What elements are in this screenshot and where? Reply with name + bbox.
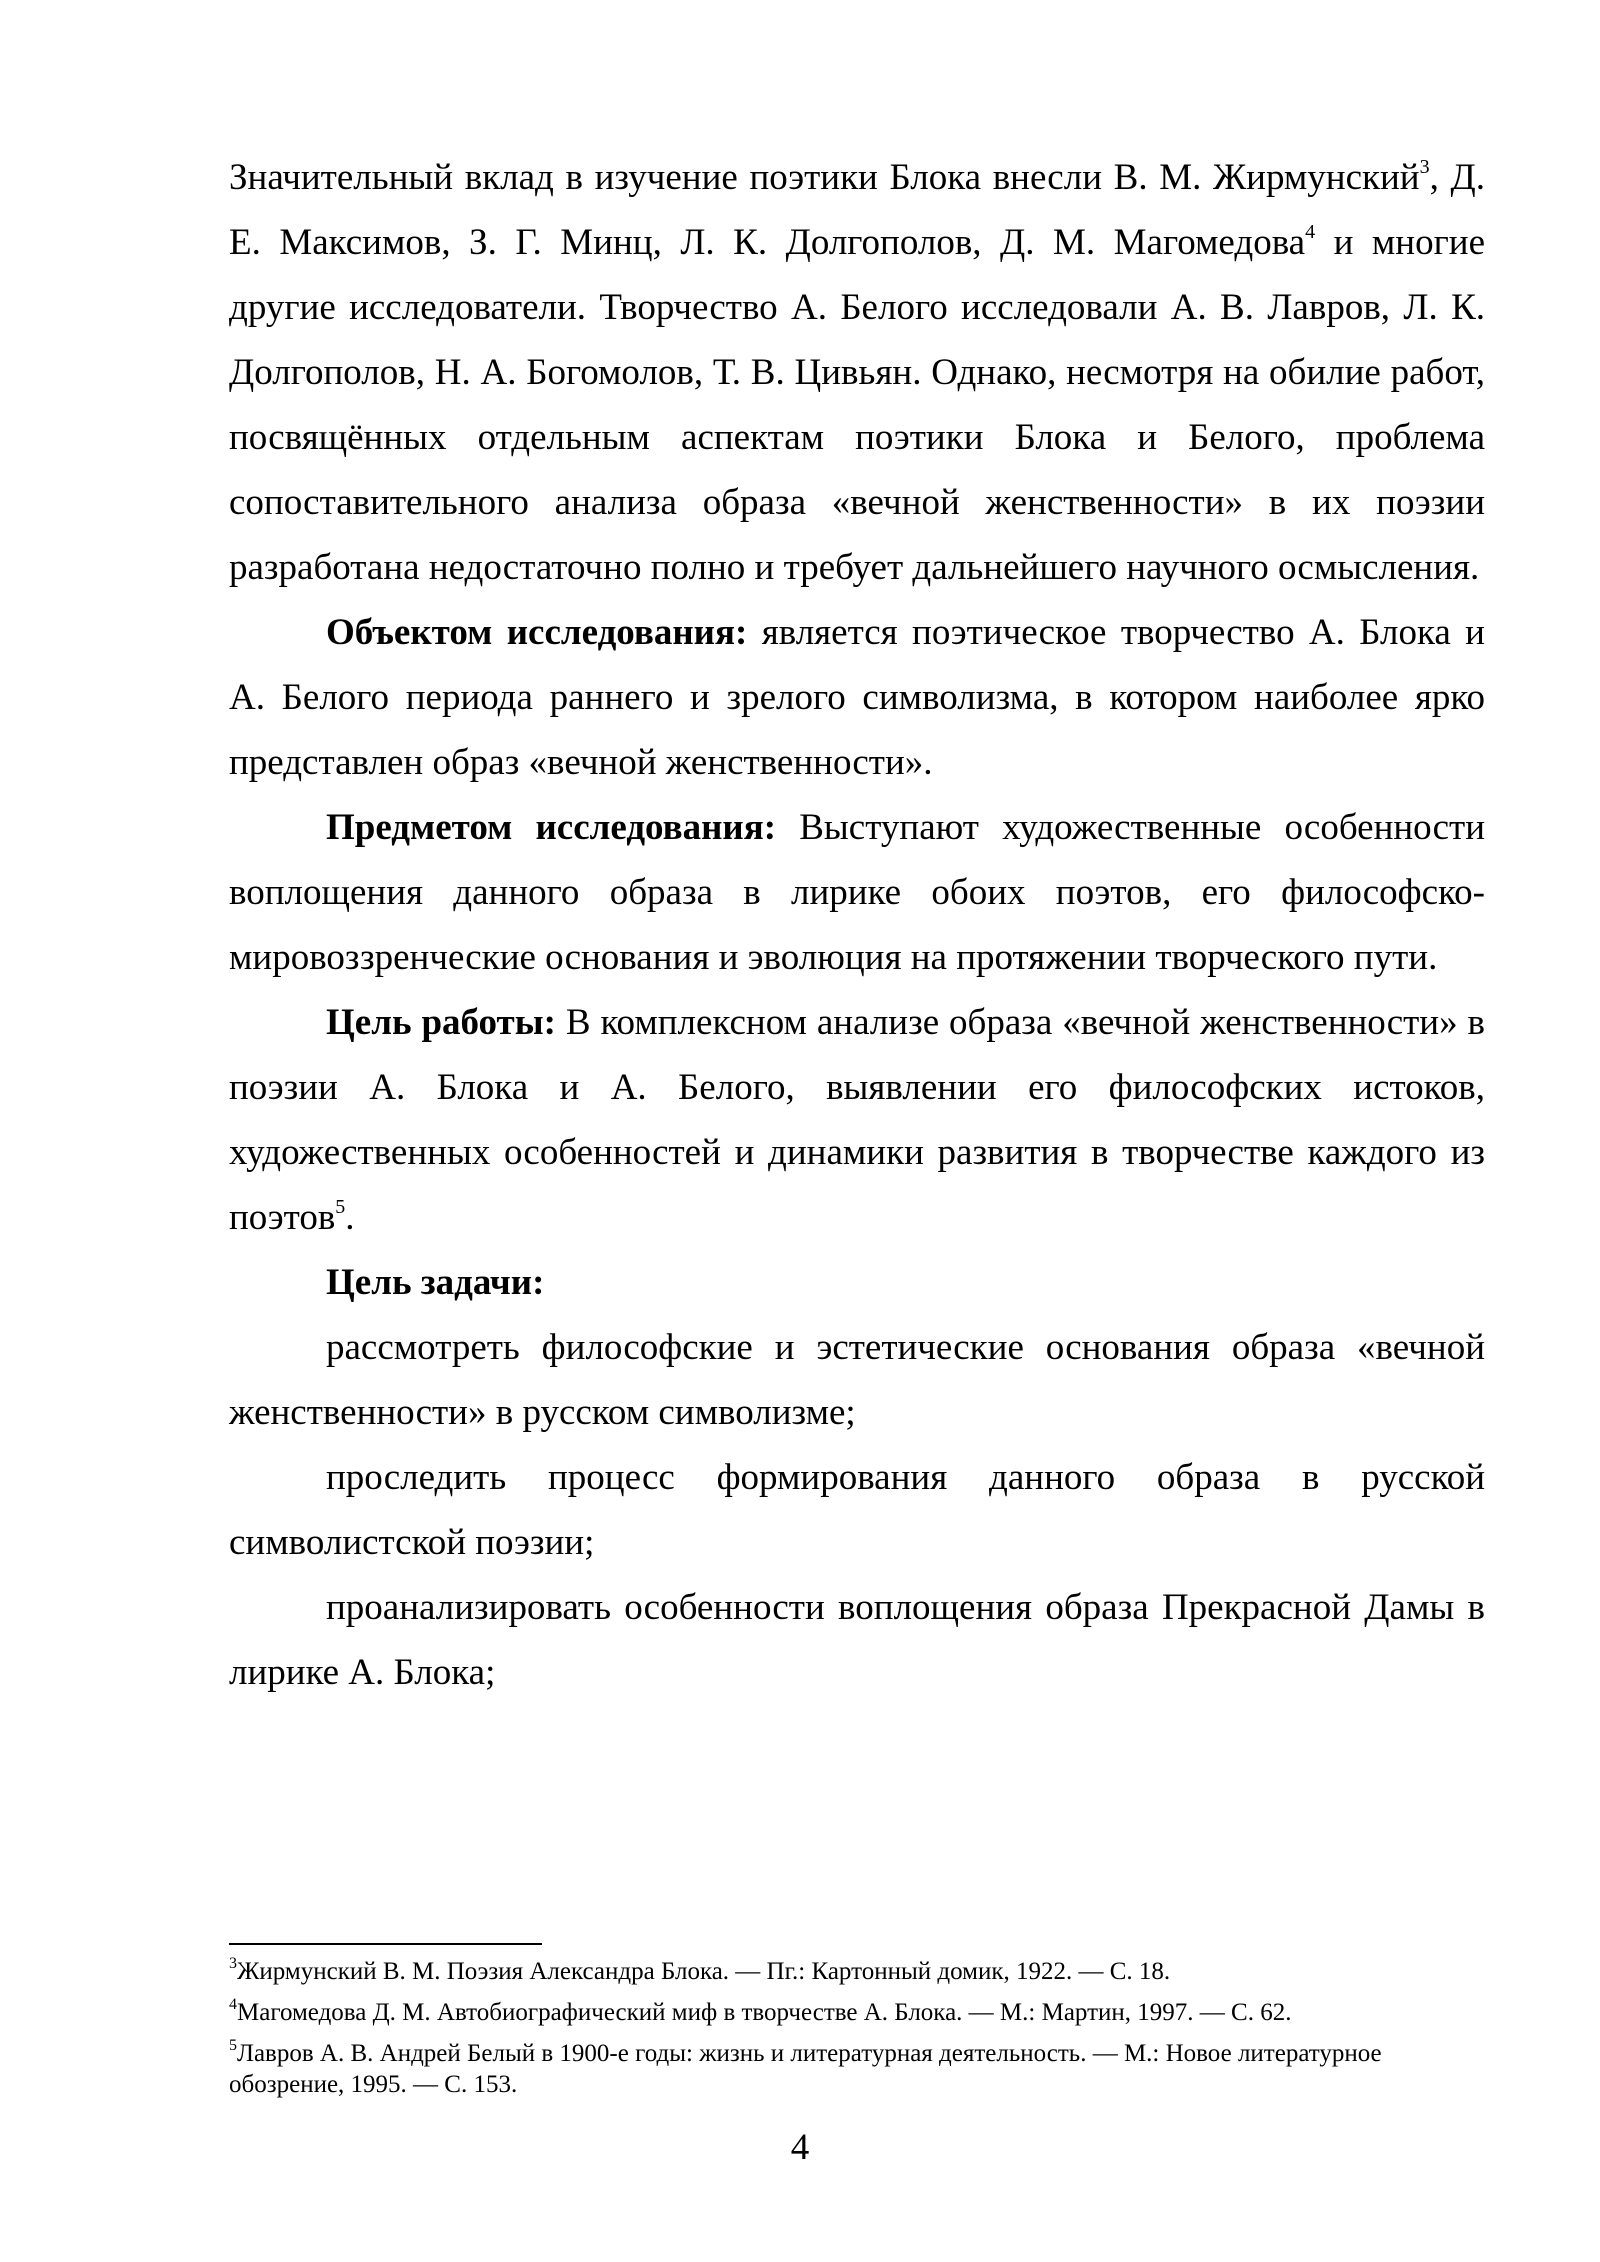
paragraph-text: и многие другие исследователи. Творчество А. Белого исследовали А. В. Лавров, Л. К. Долгополов, Н. А. Богомолов, Т. В. Цивьян. Однако, несмотря на обилие работ, посвящённых отдельным аспектам поэтики Блока и Белого, проблема сопоставительного анализа образа «вечной женственности» в их поэзии разработана недостаточно полно и требует дальнейшего научного осмысления. [229,222,1486,588]
goal-end: . [345,1197,355,1238]
object-label: Объектом исследования: [326,612,748,653]
object-text: является поэтическое творчество А. Блока и А. Белого периода раннего и зрелого символизма, в котором наиболее ярко представлен образ «вечной женственности». [229,612,1485,783]
goal-label: Цель работы: [326,1002,556,1043]
task-item: проследить процесс формирования данного образа в русской символистской поэзии; [229,1457,1485,1563]
paragraph-literature-review [229,145,1485,600]
footnote-ref: 4 [1305,221,1316,243]
paragraph-text: , Д. Е. Максимов, З. Г. Минц, Л. К. Долгополов, Д. М. Магомедова [229,157,1485,263]
footnote-number: 5 [229,2037,237,2054]
footnote-ref: 3 [1419,156,1430,178]
footnote-separator [229,1943,542,1945]
subject-text: Выступают художественные особенности воплощения данного образа в лирике обоих поэтов, его философско-мировоззренческие основания и эволюция на протяжении творческого пути. [229,807,1485,978]
footnote-number: 3 [229,1955,237,1972]
footnote-ref: 5 [335,1196,346,1218]
task-item: проанализировать особенности воплощения образа Прекрасной Дамы в лирике А. Блока; [229,1587,1485,1693]
tasks-label: Цель задачи: [326,1262,545,1303]
paragraph-object [229,600,1485,795]
footnote-number: 4 [229,1996,237,2013]
footnote-text: Лавров А. В. Андрей Белый в 1900-е годы: жизнь и литературная деятельность. — М.: Новое литературное обозрение, 1995. — С. 153. [229,2040,1382,2098]
paragraph-text: Значительный вклад в изучение поэтики Блока внесли В. М. Жирмунский [229,157,1420,198]
paragraph-tasks-heading [229,1250,1485,1315]
body-text [229,145,1485,1705]
goal-text: В комплексном анализе образа «вечной женственности» в поэзии А. Блока и А. Белого, выявлении его философских истоков, художественных особенностей и динамики развития в творчестве каждого из поэтов [229,1002,1485,1238]
paragraph-goal [229,990,1485,1250]
page-number: 4 [790,2127,810,2168]
footnote-text: Магомедова Д. М. Автобиографический миф в творчестве А. Блока. — М.: Мартин, 1997. — С. 62. [237,1999,1292,2026]
subject-label: Предметом исследования: [326,807,777,848]
footnote [229,1997,1489,2028]
footnote [229,1956,1489,1987]
paragraph-subject [229,795,1485,990]
footnote-text: Жирмунский В. М. Поэзия Александра Блока. — Пг.: Картонный домик, 1922. — С. 18. [237,1958,1171,1985]
task-item: рассмотреть философские и эстетические основания образа «вечной женственности» в русском символизме; [229,1327,1485,1433]
footnote [229,2038,1489,2100]
footnotes [229,1956,1489,2110]
